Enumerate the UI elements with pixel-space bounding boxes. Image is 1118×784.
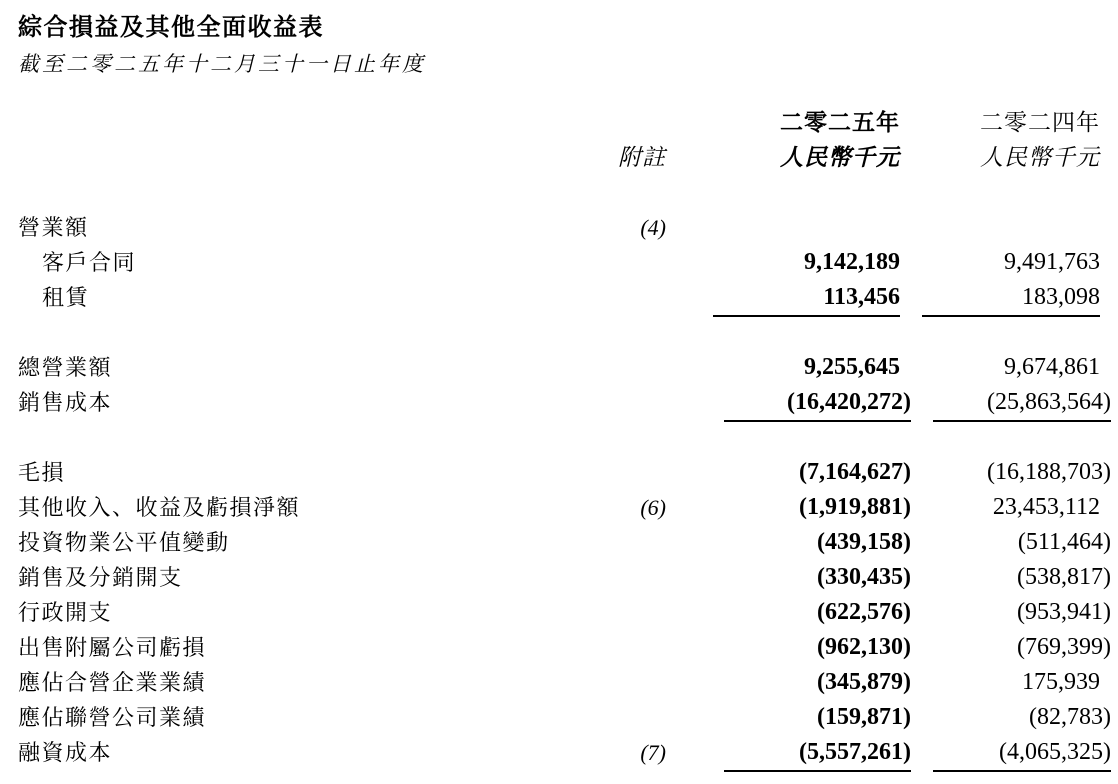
column-header-unit-2024: 人民幣千元: [980, 145, 1100, 170]
row-note: [610, 455, 666, 490]
value-2024: 183,098: [922, 280, 1100, 317]
row-value-2024: [900, 280, 1100, 315]
value-2025: 9,255,645: [804, 354, 900, 380]
row-note: [610, 665, 666, 700]
row-label: 融資成本: [18, 740, 113, 765]
header-unit-2024-cell: [900, 140, 1100, 175]
value-2025: (16,420,272): [724, 385, 911, 422]
table-row: [18, 630, 1111, 665]
row-label: 銷售及分銷開支: [18, 565, 183, 590]
row-value-2025: [666, 560, 911, 595]
value-2025: 9,142,189: [804, 249, 900, 275]
row-label: 應佔聯營公司業績: [18, 705, 207, 730]
table-row: [18, 210, 1100, 245]
row-note: [610, 350, 666, 385]
row-label: 行政開支: [18, 600, 113, 625]
value-2024: (511,464): [1017, 529, 1111, 555]
value-2024: (4,065,325): [933, 735, 1111, 772]
row-value-2025: [666, 455, 911, 490]
row-label: 營業額: [18, 215, 89, 240]
row-value-2025: [666, 665, 911, 700]
row-note: (6): [640, 495, 666, 520]
table-row: [18, 560, 1111, 595]
table-spacer-row: [18, 315, 1100, 350]
row-label: 投資物業公平值變動: [18, 530, 230, 555]
row-value-2024: [900, 350, 1100, 385]
header-year-2025-cell: [666, 105, 900, 140]
row-value-2024: [900, 525, 1111, 560]
row-value-2024: [900, 385, 1111, 420]
value-2025: (7,164,627): [799, 459, 911, 485]
row-note: [610, 560, 666, 595]
row-label: 客戶合同: [42, 250, 137, 275]
row-value-2025: [666, 735, 911, 770]
value-2024: (82,783): [1029, 704, 1111, 730]
page-title: 綜合損益及其他全面收益表: [18, 13, 324, 41]
table-body: [18, 210, 1111, 770]
page-subtitle: 截至二零二五年十二月三十一日止年度: [18, 52, 426, 76]
row-note: [610, 700, 666, 735]
row-value-2025: [666, 385, 911, 420]
notes-column-header: 附註: [618, 145, 666, 170]
row-value-2024: [900, 595, 1111, 630]
value-2024: (769,399): [1017, 634, 1111, 660]
row-value-2024: [900, 560, 1111, 595]
header-year-row: [18, 105, 1100, 140]
table-row: [18, 280, 1100, 315]
row-note: (4): [640, 215, 666, 240]
value-2025: (345,879): [817, 669, 911, 695]
header-unit-row: [18, 140, 1100, 175]
row-value-2025: [666, 595, 911, 630]
row-value-2025: [666, 350, 900, 385]
value-2025: 113,456: [713, 280, 900, 317]
row-value-2024: [900, 665, 1100, 700]
row-value-2024: [900, 735, 1111, 770]
header-label-spacer: [18, 105, 610, 140]
value-2024: (953,941): [1017, 599, 1111, 625]
value-2024: 9,674,861: [1004, 354, 1100, 380]
table-row: [18, 385, 1111, 420]
row-label: 租賃: [42, 285, 90, 310]
row-note: [610, 630, 666, 665]
table-row: [18, 490, 1100, 525]
value-2024: (16,188,703): [987, 459, 1111, 485]
table-row: [18, 665, 1100, 700]
row-note: (7): [640, 740, 666, 765]
row-value-2025: [666, 280, 900, 315]
row-value-2024: [900, 700, 1111, 735]
row-label: 出售附屬公司虧損: [18, 635, 207, 660]
row-value-2024: [900, 490, 1100, 525]
row-value-2025: [666, 700, 911, 735]
row-value-2024: [900, 630, 1111, 665]
row-value-2025: [666, 210, 900, 245]
column-header-year-2024: 二零二四年: [980, 110, 1100, 135]
income-statement-table: [18, 105, 1111, 770]
row-value-2025: [666, 525, 911, 560]
table-row: [18, 245, 1100, 280]
row-value-2025: [666, 490, 911, 525]
table-row: [18, 735, 1111, 770]
value-2025: (159,871): [817, 704, 911, 730]
value-2024: (538,817): [1017, 564, 1111, 590]
column-header-unit-2025: 人民幣千元: [780, 145, 900, 170]
row-label: 應佔合營企業業績: [18, 670, 207, 695]
table-row: [18, 595, 1111, 630]
row-label: 銷售成本: [18, 390, 113, 415]
table-row: [18, 700, 1111, 735]
value-2024: 9,491,763: [1004, 249, 1100, 275]
header-unit-2025-cell: [666, 140, 900, 175]
table-row: [18, 455, 1111, 490]
row-label: 其他收入、收益及虧損淨額: [18, 495, 301, 520]
value-2024: 175,939: [1022, 669, 1100, 695]
row-note: [610, 525, 666, 560]
value-2025: (439,158): [817, 529, 911, 555]
value-2024: (25,863,564): [933, 385, 1111, 422]
row-value-2024: [900, 455, 1111, 490]
row-label: 毛損: [18, 460, 66, 485]
value-2025: (962,130): [817, 634, 911, 660]
value-2025: (5,557,261): [724, 735, 911, 772]
header-gap: [18, 175, 1100, 210]
row-value-2024: [900, 245, 1100, 280]
header-note-spacer: [610, 105, 666, 140]
value-2025: (622,576): [817, 599, 911, 625]
value-2025: (330,435): [817, 564, 911, 590]
header-note-label: [610, 140, 666, 175]
row-label: 總營業額: [18, 355, 113, 380]
header-year-2024-cell: [900, 105, 1100, 140]
table-spacer-row: [18, 420, 1100, 455]
header-label-spacer-2: [18, 140, 610, 175]
row-note: [610, 245, 666, 280]
row-note: [610, 595, 666, 630]
row-note: [610, 280, 666, 315]
column-header-year-2025: 二零二五年: [780, 110, 900, 135]
table-row: [18, 525, 1111, 560]
row-value-2025: [666, 245, 900, 280]
row-note: [610, 385, 666, 420]
value-2024: 23,453,112: [992, 494, 1100, 520]
table-row: [18, 350, 1100, 385]
value-2025: (1,919,881): [799, 494, 911, 520]
row-value-2024: [900, 210, 1100, 245]
row-value-2025: [666, 630, 911, 665]
